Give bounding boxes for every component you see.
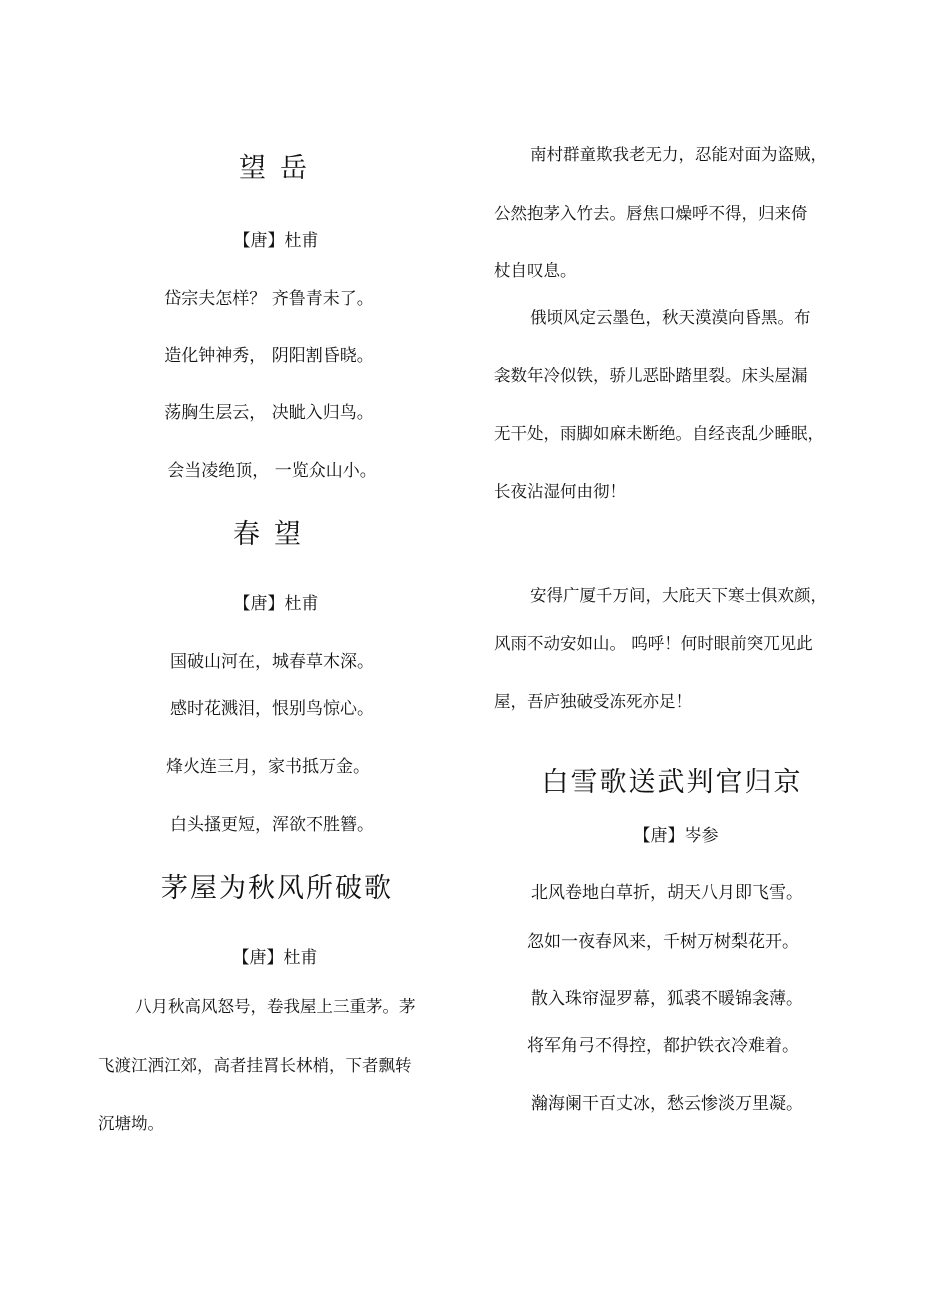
prose-line: 风雨不动安如山。 呜呼！何时眼前突兀见此 xyxy=(494,634,813,653)
verse-line: 瀚海阑干百丈冰，愁云惨淡万里凝。 xyxy=(531,1094,803,1114)
verse-line: 忽如一夜春风来，千树万树梨花开。 xyxy=(527,932,799,952)
verse-line: 散入珠帘湿罗幕，狐裘不暖锦衾薄。 xyxy=(531,989,803,1009)
prose-line: 沉塘坳。 xyxy=(98,1114,164,1133)
prose-line: 衾数年冷似铁，骄儿恶卧踏里裂。床头屋漏 xyxy=(494,366,808,385)
verse-line: 国破山河在，城春草木深。 xyxy=(170,652,374,672)
prose-line: 杖自叹息。 xyxy=(494,261,577,280)
verse-line: 感时花溅泪，恨别鸟惊心。 xyxy=(170,699,374,719)
prose-line: 长夜沾湿何由彻！ xyxy=(494,482,626,501)
poem-author-wangyue: 【唐】杜甫 xyxy=(233,231,319,251)
poem-title-chunwang: 春望 xyxy=(233,519,315,550)
verse-line: 白头搔更短，浑欲不胜簪。 xyxy=(170,815,374,835)
poem-title-wangyue: 望岳 xyxy=(239,153,321,184)
verse-line: 荡胸生层云， 决眦入归鸟。 xyxy=(164,403,374,423)
poem-author-chunwang: 【唐】杜甫 xyxy=(233,594,319,614)
prose-line: 南村群童欺我老无力，忍能对面为盗贼， xyxy=(530,145,827,164)
poem-title-maowu: 茅屋为秋风所破歌 xyxy=(161,873,393,904)
prose-line: 飞渡江洒江郊，高者挂罥长林梢，下者飘转 xyxy=(98,1056,412,1075)
prose-line: 八月秋高风怒号，卷我屋上三重茅。茅 xyxy=(135,997,416,1016)
verse-line: 会当凌绝顶， 一览众山小。 xyxy=(167,461,377,481)
poem-title-baixue: 白雪歌送武判官归京 xyxy=(541,767,803,798)
prose-line: 屋，吾庐独破受冻死亦足！ xyxy=(494,692,692,711)
prose-line: 无干处，雨脚如麻未断绝。自经丧乱少睡眠， xyxy=(494,424,824,443)
verse-line: 将军角弓不得控，都护铁衣冷难着。 xyxy=(527,1036,799,1056)
poem-author-baixue: 【唐】岑参 xyxy=(633,826,719,846)
prose-line: 安得广厦千万间，大庇天下寒士俱欢颜， xyxy=(530,586,827,605)
verse-line: 造化钟神秀， 阴阳割昏晓。 xyxy=(164,346,374,366)
prose-line: 公然抱茅入竹去。唇焦口燥呼不得，归来倚 xyxy=(494,204,808,223)
verse-line: 北风卷地白草折，胡天八月即飞雪。 xyxy=(531,883,803,903)
verse-line: 烽火连三月，家书抵万金。 xyxy=(166,757,370,777)
poem-author-maowu: 【唐】杜甫 xyxy=(232,948,318,968)
prose-line: 俄顷风定云墨色，秋天漠漠向昏黑。布 xyxy=(530,308,811,327)
verse-line: 岱宗夫怎样？ 齐鲁青未了。 xyxy=(164,289,374,309)
